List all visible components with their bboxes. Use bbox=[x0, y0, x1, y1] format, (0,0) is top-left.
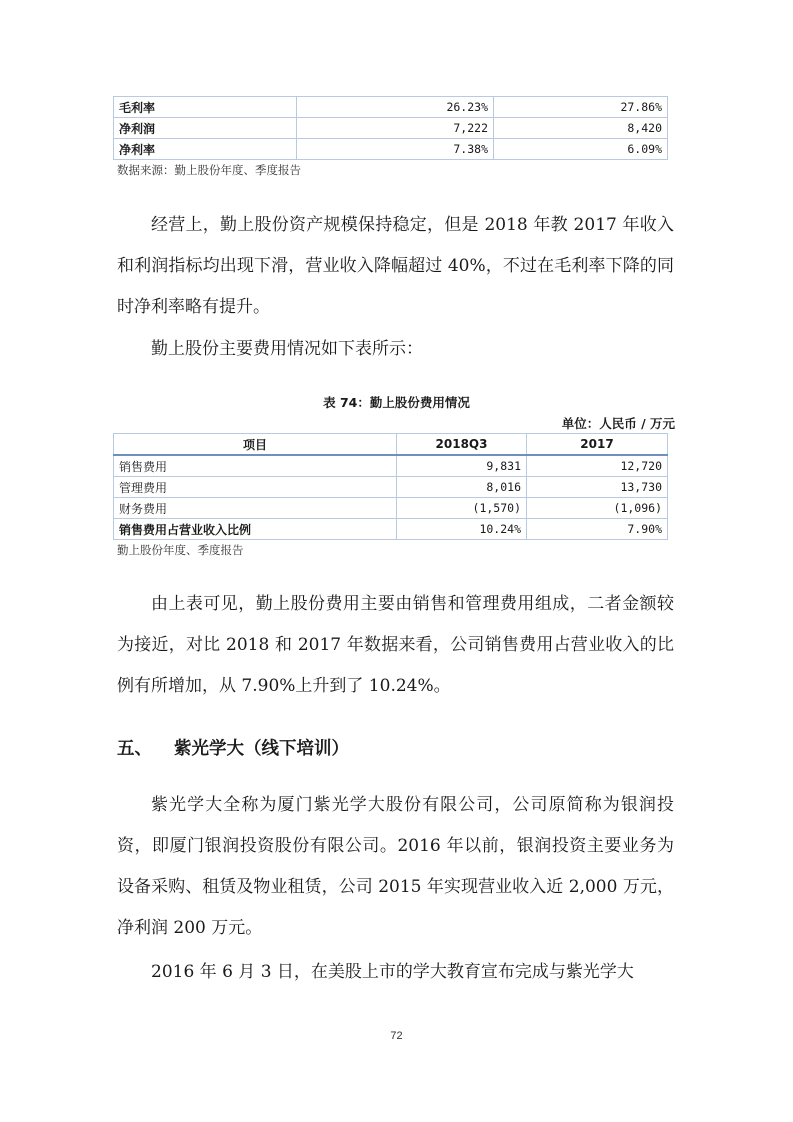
table-row bbox=[114, 118, 668, 139]
value-cell: 7,222 bbox=[297, 118, 494, 139]
value-cell: 12,720 bbox=[527, 455, 668, 477]
table-row bbox=[114, 519, 668, 540]
column-header: 2018Q3 bbox=[397, 434, 527, 456]
table-unit: 单位：人民币 / 万元 bbox=[561, 416, 675, 431]
body-paragraph: 勤上股份主要费用情况如下表所示： bbox=[151, 339, 423, 359]
value-cell: 9,831 bbox=[397, 455, 527, 477]
row-label: 财务费用 bbox=[114, 498, 397, 519]
value-cell: 27.86% bbox=[494, 97, 668, 118]
column-header: 2017 bbox=[527, 434, 668, 456]
value-cell: 10.24% bbox=[397, 519, 527, 540]
body-paragraph: 紫光学大全称为厦门紫光学大股份有限公司，公司原简称为银润投资，即厦门银润投资股份有限公司。2016 年以前，银润投资主要业务为设备采购、租赁及物业租赁，公司 2015 年实现营业收入近 2,000 万元，净利润 200 万元。 bbox=[117, 795, 674, 938]
table-source-note: 数据来源：勤上股份年度、季度报告 bbox=[117, 163, 301, 177]
value-cell: 26.23% bbox=[297, 97, 494, 118]
row-label: 管理费用 bbox=[114, 477, 397, 498]
value-cell: 13,730 bbox=[527, 477, 668, 498]
row-label: 净利率 bbox=[114, 139, 297, 160]
body-paragraph: 经营上，勤上股份资产规模保持稳定，但是 2018 年教 2017 年收入和利润指标均出现下滑，营业收入降幅超过 40%，不过在毛利率下降的同时净利率略有提升。 bbox=[117, 215, 674, 317]
body-paragraph: 2016 年 6 月 3 日，在美股上市的学大教育宣布完成与紫光学大 bbox=[151, 962, 634, 982]
section-heading bbox=[117, 735, 349, 760]
section-title: 紫光学大（线下培训） bbox=[174, 739, 349, 759]
table-header-row bbox=[114, 434, 668, 456]
section-number: 五、 bbox=[117, 739, 152, 759]
row-label: 销售费用 bbox=[114, 455, 397, 477]
body-paragraph: 由上表可见，勤上股份费用主要由销售和管理费用组成，二者金额较为接近，对比 2018 和 2017 年数据来看，公司销售费用占营业收入的比例有所增加，从 7.90%上升到了 10.24%。 bbox=[117, 594, 674, 696]
table-row bbox=[114, 455, 668, 477]
page-number: 72 bbox=[390, 1030, 403, 1042]
value-cell: (1,570) bbox=[397, 498, 527, 519]
value-cell: (1,096) bbox=[527, 498, 668, 519]
table-row bbox=[114, 139, 668, 160]
table-source-note: 勤上股份年度、季度报告 bbox=[117, 543, 244, 557]
row-label: 销售费用占营业收入比例 bbox=[114, 519, 397, 540]
expense-table bbox=[113, 433, 668, 540]
row-label: 净利润 bbox=[114, 118, 297, 139]
table-row bbox=[114, 97, 668, 118]
financial-table-continued bbox=[113, 96, 668, 160]
table-row bbox=[114, 498, 668, 519]
table-caption: 表 74：勤上股份费用情况 bbox=[323, 395, 470, 410]
table-row bbox=[114, 477, 668, 498]
value-cell: 7.38% bbox=[297, 139, 494, 160]
row-label: 毛利率 bbox=[114, 97, 297, 118]
value-cell: 8,016 bbox=[397, 477, 527, 498]
value-cell: 6.09% bbox=[494, 139, 668, 160]
value-cell: 7.90% bbox=[527, 519, 668, 540]
column-header: 项目 bbox=[114, 434, 397, 456]
value-cell: 8,420 bbox=[494, 118, 668, 139]
